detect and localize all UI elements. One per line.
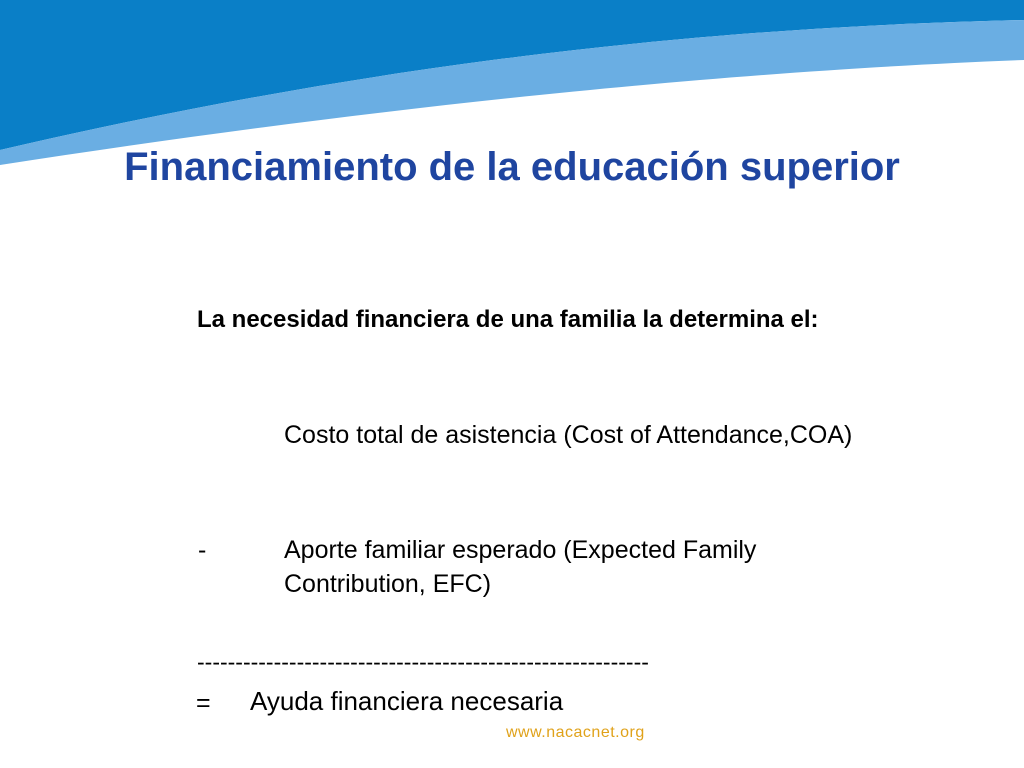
minus-sign: - [198,536,207,564]
footer-website-url: www.nacacnet.org [506,724,645,741]
slide-title: Financiamiento de la educación superior [124,145,900,189]
financial-need-result: Ayuda financiera necesaria [250,686,564,716]
equals-sign: = [196,689,211,717]
dashed-divider-line: ----------------------------------------------------------- [197,649,649,675]
cost-of-attendance-item: Costo total de asistencia (Cost of Attendance,COA) [284,421,853,449]
intro-text: La necesidad financiera de una familia la determina el: [197,306,819,333]
expected-family-contribution-item: Aporte familiar esperado (Expected Family Contribution, EFC) [284,536,757,598]
